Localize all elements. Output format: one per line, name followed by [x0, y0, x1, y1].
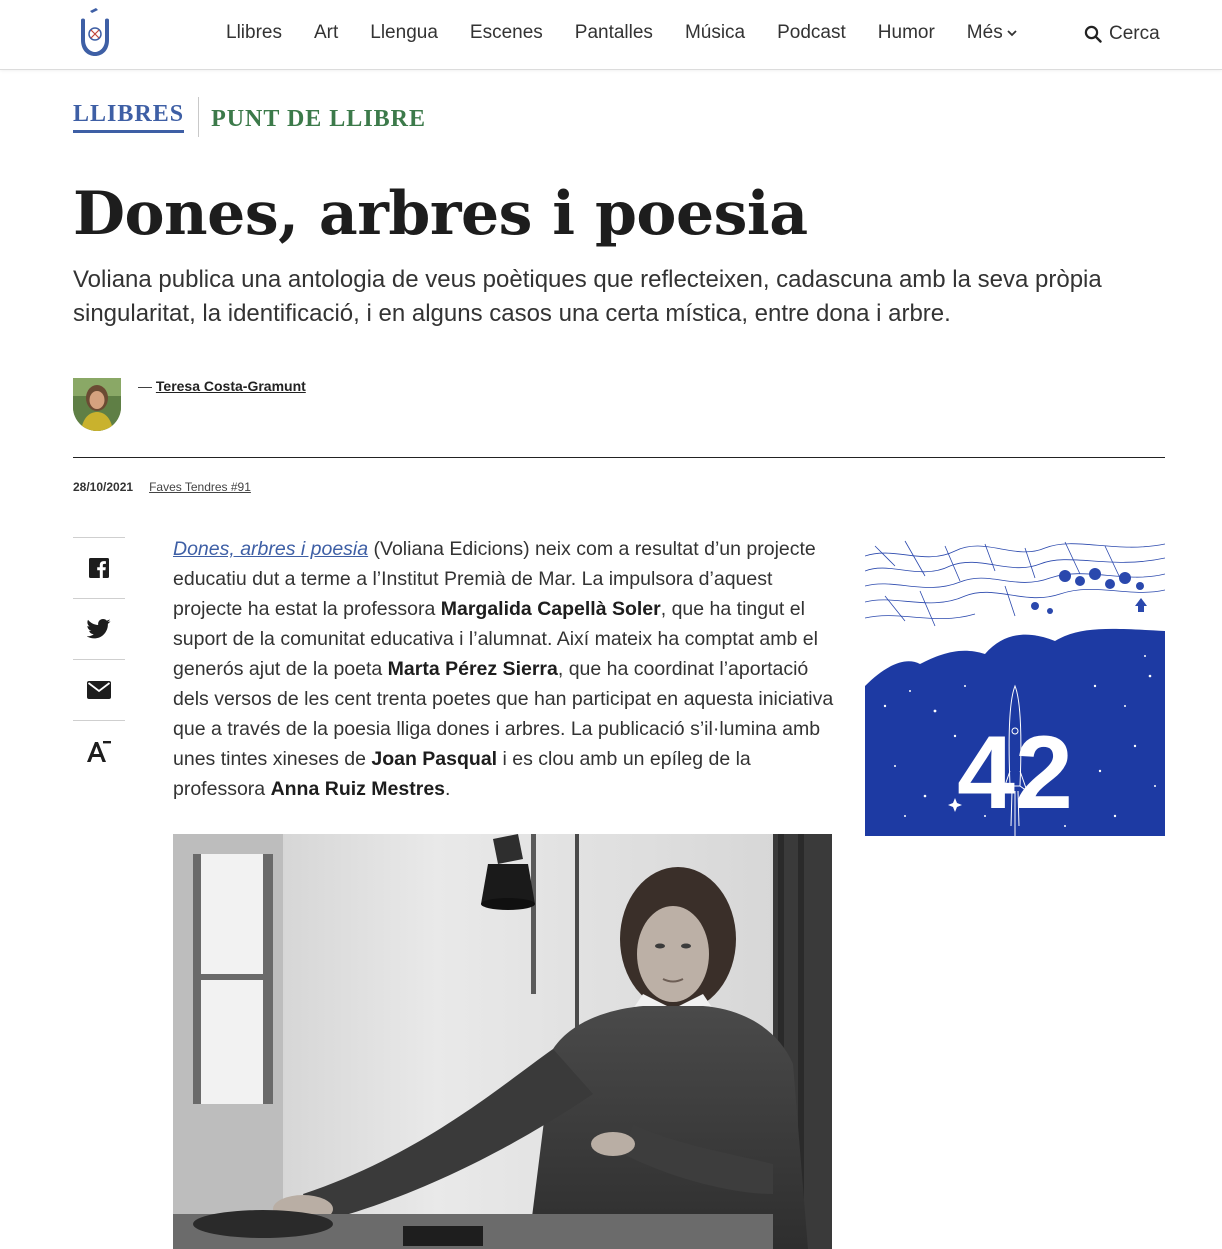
search-label: Cerca [1109, 23, 1160, 44]
main-menu [226, 22, 1049, 44]
magazine-issue-promo[interactable] [865, 536, 1165, 836]
tag-divider [198, 97, 199, 137]
twitter-icon [87, 619, 111, 639]
share-email-button[interactable] [73, 659, 125, 720]
body-text-1: (Voliana Edicions) neix com a resultat d’un projecte educatiu dut a terme a l’Institut Premià de Mar. La impulsora d’aquest projecte ha estat la professora [173, 538, 816, 620]
top-navigation-bar [0, 0, 1222, 70]
body-text-5: . [445, 778, 451, 800]
issue-number: 42 [957, 715, 1073, 831]
article-photo [173, 834, 832, 1249]
nav-item-llibres[interactable]: Llibres [226, 22, 282, 43]
nav-item-art[interactable]: Art [313, 22, 339, 43]
share-twitter-button[interactable] [73, 598, 125, 659]
promo-illustration [865, 536, 1165, 836]
series-link[interactable]: Faves Tendres #91 [149, 480, 251, 494]
facebook-icon [89, 558, 109, 578]
search-button[interactable] [1084, 23, 1160, 45]
share-facebook-button[interactable] [73, 537, 125, 598]
email-icon [87, 681, 111, 699]
nav-item-llengua[interactable]: Llengua [370, 22, 438, 43]
share-toolbar [73, 537, 125, 781]
person-name-2: Marta Pérez Sierra [387, 658, 558, 680]
body-text-3: , que ha coordinat l’aportació dels versos de les cent trenta poetes que han participat en aquesta iniciativa que a través de la poesia lliga dones i arbres. La publicació s’il·lumina amb unes tintes xineses de [173, 658, 834, 770]
body-text-4: i es clou amb un epíleg de la professora [173, 748, 751, 800]
author-avatar[interactable] [73, 378, 121, 431]
font-size-icon [85, 739, 113, 763]
nav-item-podcast[interactable]: Podcast [777, 22, 846, 43]
nav-item-pantalles[interactable]: Pantalles [574, 22, 653, 43]
article-body [173, 534, 838, 804]
site-logo-icon[interactable] [76, 8, 114, 58]
body-text-2: , que ha tingut el suport de la comunitat educativa i l’alumnat. Així mateix ha comptat amb el generós ajut de la poeta [173, 598, 818, 680]
person-name-3: Joan Pasqual [371, 748, 498, 770]
chevron-down-icon [1007, 30, 1017, 37]
book-title-link[interactable]: Dones, arbres i poesia [173, 538, 369, 560]
nav-more-label: Més [966, 22, 1003, 43]
author-link[interactable]: Teresa Costa-Gramunt [155, 378, 306, 394]
author-prefix: — [138, 378, 156, 394]
nav-item-humor[interactable]: Humor [877, 22, 935, 43]
person-name-1: Margalida Capellà Soler [440, 598, 661, 620]
nav-item-escenes[interactable]: Escenes [469, 22, 543, 43]
search-icon [1084, 25, 1102, 43]
publish-date: 28/10/2021 [73, 480, 134, 494]
article-subtitle: Voliana publica una antologia de veus poètiques que reflecteixen, cadascuna amb la seva pròpia singularitat, la identificació, i en alguns casos una certa mística, entre dona i arbre. [73, 266, 1102, 327]
author-byline [138, 378, 306, 394]
section-link-punt-de-llibre[interactable]: PUNT DE LLIBRE [211, 105, 427, 132]
nav-item-mes[interactable] [967, 22, 1017, 44]
font-size-button[interactable] [73, 720, 125, 781]
article-meta [73, 480, 251, 494]
person-name-4: Anna Ruiz Mestres [270, 778, 446, 800]
article-title: Dones, arbres i poesia [73, 179, 808, 249]
header-divider [73, 457, 1165, 458]
nav-item-musica[interactable]: Música [684, 22, 746, 43]
section-tags [73, 97, 426, 137]
section-link-llibres[interactable]: LLIBRES [73, 101, 184, 133]
